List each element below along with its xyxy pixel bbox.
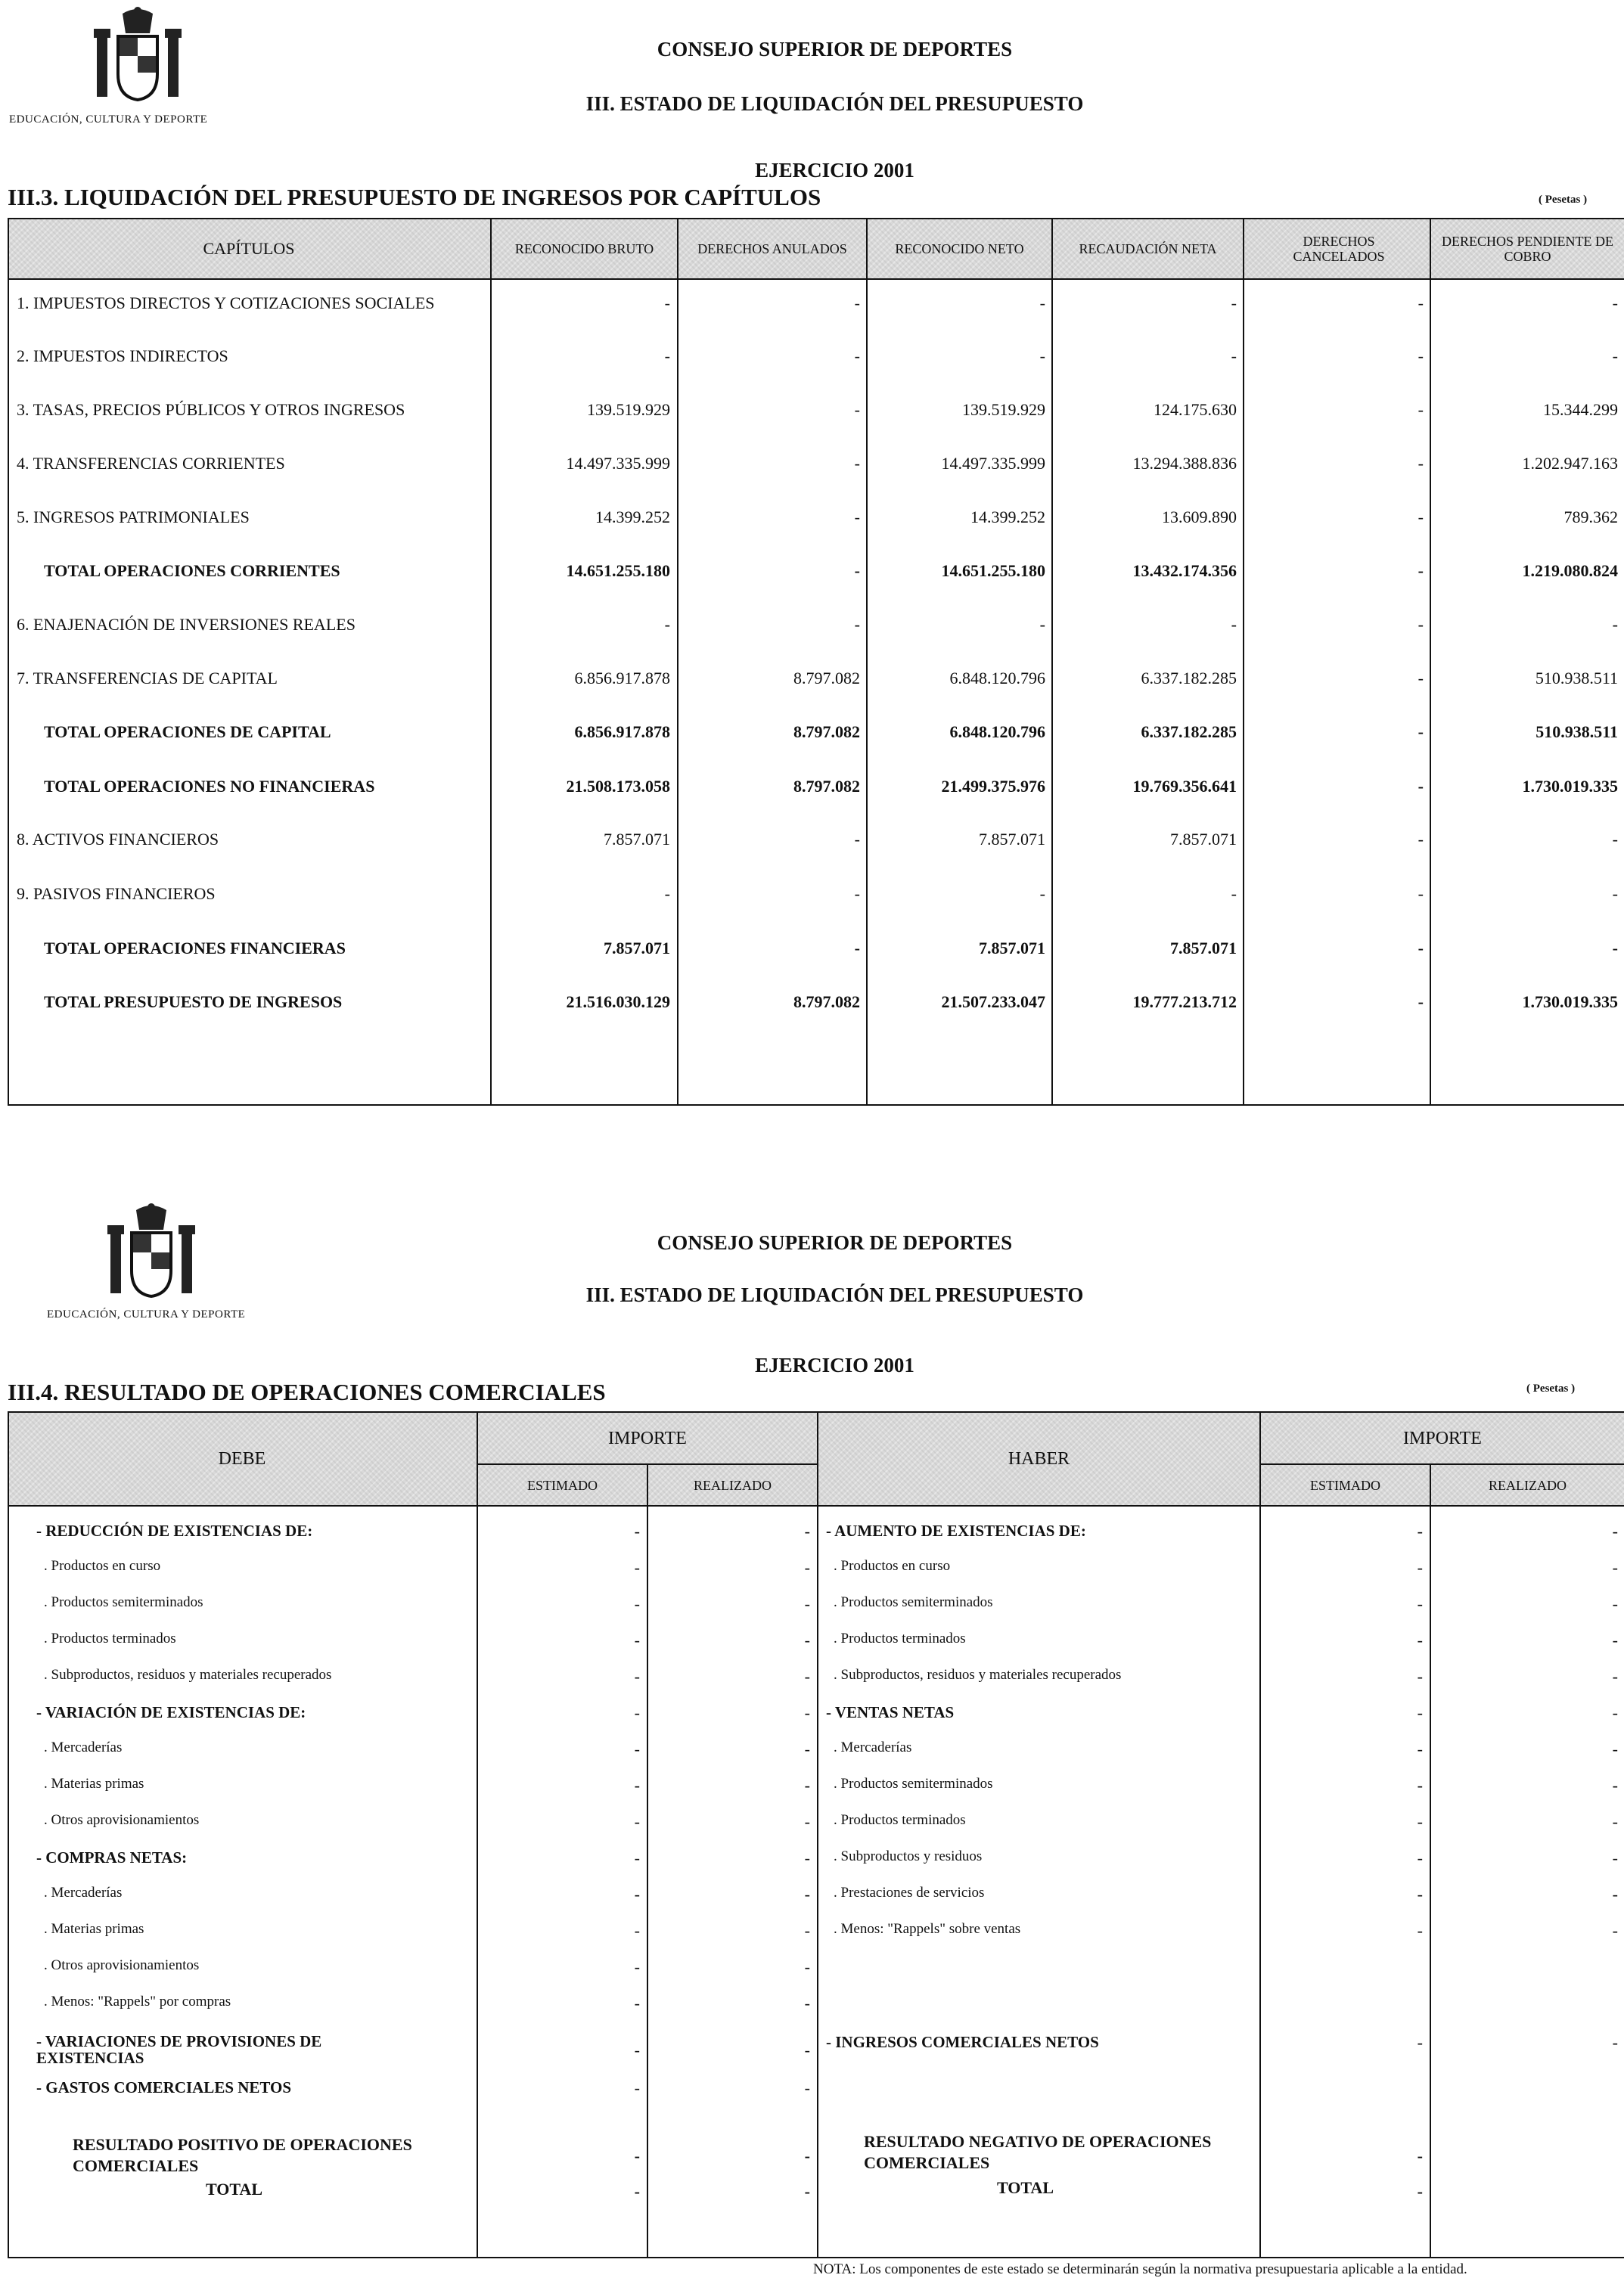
table-cell: 8.797.082 xyxy=(793,992,860,1011)
footnote: NOTA: Los componentes de este estado se determinarán según la normativa presupuestaria aplicable a la entidad. xyxy=(813,2261,1467,2277)
row-label: 9. PASIVOS FINANCIEROS xyxy=(17,884,216,903)
table-cell: - xyxy=(854,939,860,957)
statement-title-2: III. ESTADO DE LIQUIDACIÓN DEL PRESUPUESTO xyxy=(585,1283,1084,1306)
table-cell: 139.519.929 xyxy=(587,400,670,419)
haber-cell: - xyxy=(1612,1812,1618,1831)
debe-cell: - xyxy=(804,1848,810,1867)
row-label: 1. IMPUESTOS DIRECTOS Y COTIZACIONES SOCIALES xyxy=(17,293,435,312)
debe-cell: - xyxy=(634,1885,640,1904)
debe-cell: - xyxy=(634,1957,640,1976)
table-cell: 1.730.019.335 xyxy=(1522,992,1618,1011)
result-left-estimado: - xyxy=(634,2146,640,2165)
debe-cell: - xyxy=(634,1522,640,1541)
result-right-estimado: - xyxy=(1417,2146,1423,2165)
table-cell: 139.519.929 xyxy=(962,400,1045,419)
haber-row-label: . Productos semiterminados xyxy=(834,1776,993,1792)
haber-cell: - xyxy=(1417,1522,1423,1541)
haber-row-label: . Productos terminados xyxy=(834,1631,966,1646)
col-header-importe-right: IMPORTE xyxy=(1403,1428,1482,1448)
row-label: 7. TRANSFERENCIAS DE CAPITAL xyxy=(17,669,278,687)
debe-cell: - xyxy=(634,1776,640,1795)
debe-cell: - xyxy=(634,1740,640,1758)
col-header-reconocido-neto: RECONOCIDO NETO xyxy=(895,241,1024,256)
debe-row-label: . Materias primas xyxy=(44,1776,144,1792)
table-cell: - xyxy=(1231,615,1237,634)
col-header-capitulos: CAPÍTULOS xyxy=(203,239,295,258)
haber-cell: - xyxy=(1417,1703,1423,1722)
exercise-label: EJERCICIO 2001 xyxy=(755,159,914,182)
table-cell: 14.651.255.180 xyxy=(566,561,670,580)
haber-cell: - xyxy=(1417,1812,1423,1831)
table-cell: - xyxy=(1418,561,1424,580)
table-cell: - xyxy=(1418,669,1424,687)
col-header-estimado-right: ESTIMADO xyxy=(1310,1477,1380,1493)
col-header-derechos-anulados: DERECHOS ANULADOS xyxy=(697,241,847,256)
haber-cell: - xyxy=(1417,1594,1423,1613)
row-label: 3. TASAS, PRECIOS PÚBLICOS Y OTROS INGRESOS xyxy=(17,400,405,419)
debe-cell: - xyxy=(804,1921,810,1940)
debe-cell: - xyxy=(804,1522,810,1541)
debe-row-label: . Otros aprovisionamientos xyxy=(44,1957,200,1973)
debe-cell: - xyxy=(804,1594,810,1613)
table-cell: 19.769.356.641 xyxy=(1132,777,1237,796)
haber-cell: - xyxy=(1612,1558,1618,1577)
debe-row-label: . Mercaderías xyxy=(44,1885,123,1901)
table-cell: 7.857.071 xyxy=(604,830,670,849)
result-positive-label: RESULTADO POSITIVO DE OPERACIONES COMERCIALES xyxy=(73,2135,412,2175)
debe-row-label: . Materias primas xyxy=(44,1921,144,1937)
currency-label: ( Pesetas ) xyxy=(1539,194,1588,206)
debe-cell: - xyxy=(804,1667,810,1686)
table-cell: - xyxy=(1418,992,1424,1011)
haber-cell: - xyxy=(1417,1740,1423,1758)
table-cell: - xyxy=(1418,939,1424,957)
row-label: TOTAL OPERACIONES NO FINANCIERAS xyxy=(44,777,375,796)
haber-row-label: . Prestaciones de servicios xyxy=(834,1885,985,1901)
haber-cell: - xyxy=(1612,1703,1618,1722)
table-cell: 6.848.120.796 xyxy=(949,722,1045,741)
haber-cell: - xyxy=(1612,1740,1618,1758)
result-negative-label: RESULTADO NEGATIVO DE OPERACIONES COMERCIALES xyxy=(864,2132,1212,2172)
debe-cell: - xyxy=(804,2041,810,2059)
table-cell: - xyxy=(1418,884,1424,903)
table-cell: 7.857.071 xyxy=(604,939,670,957)
table-cell: - xyxy=(1612,293,1618,312)
debe-cell: - xyxy=(804,1740,810,1758)
haber-cell: - xyxy=(1612,1667,1618,1686)
debe-cell: - xyxy=(804,1631,810,1650)
haber-cell: - xyxy=(1612,2033,1618,2052)
total-left-estimado: - xyxy=(634,2182,640,2201)
table-cell: - xyxy=(854,454,860,473)
debe-row-label: . Productos terminados xyxy=(44,1631,176,1646)
haber-cell: - xyxy=(1612,1631,1618,1650)
table-cell: - xyxy=(1418,777,1424,796)
table-cell: - xyxy=(1418,400,1424,419)
row-label: 6. ENAJENACIÓN DE INVERSIONES REALES xyxy=(17,615,356,634)
debe-cell: - xyxy=(804,1885,810,1904)
statement-title: III. ESTADO DE LIQUIDACIÓN DEL PRESUPUESTO xyxy=(585,92,1084,115)
row-label: TOTAL OPERACIONES CORRIENTES xyxy=(44,561,340,580)
table-cell: 124.175.630 xyxy=(1154,400,1237,419)
section1-title: III.3. LIQUIDACIÓN DEL PRESUPUESTO DE INGRESOS POR CAPÍTULOS xyxy=(8,184,821,210)
ministry-label: EDUCACIÓN, CULTURA Y DEPORTE xyxy=(9,113,208,126)
table-cell: 7.857.071 xyxy=(1170,939,1237,957)
table-cell: 14.399.252 xyxy=(970,507,1045,526)
table-cell: 1.219.080.824 xyxy=(1522,561,1618,580)
table-cell: - xyxy=(854,615,860,634)
table-cell: 1.730.019.335 xyxy=(1522,777,1618,796)
haber-row-label: . Subproductos, residuos y materiales recuperados xyxy=(834,1667,1122,1683)
debe-cell: - xyxy=(634,2078,640,2097)
table-cell: - xyxy=(1418,346,1424,365)
table-cell: 8.797.082 xyxy=(793,777,860,796)
table-cell: 14.497.335.999 xyxy=(566,454,670,473)
col-header-reconocido-bruto: RECONOCIDO BRUTO xyxy=(514,241,654,256)
col-header-recaudacion-neta: RECAUDACIÓN NETA xyxy=(1079,241,1217,256)
table-cell: - xyxy=(854,561,860,580)
total-label-left: TOTAL xyxy=(206,2180,262,2199)
table-cell: 7.857.071 xyxy=(1170,830,1237,849)
debe-row-label: - REDUCCIÓN DE EXISTENCIAS DE: xyxy=(36,1522,313,1540)
table-cell: - xyxy=(1418,615,1424,634)
table-cell: - xyxy=(1418,722,1424,741)
haber-cell: - xyxy=(1417,1631,1423,1650)
haber-cell: - xyxy=(1417,2033,1423,2052)
org-title: CONSEJO SUPERIOR DE DEPORTES xyxy=(657,38,1013,61)
table-cell: 21.508.173.058 xyxy=(566,777,670,796)
debe-row-label: - COMPRAS NETAS: xyxy=(36,1848,188,1867)
table-cell: - xyxy=(664,615,670,634)
haber-cell: - xyxy=(1612,1522,1618,1541)
debe-cell: - xyxy=(804,1994,810,2013)
row-label: 8. ACTIVOS FINANCIEROS xyxy=(17,830,219,849)
table-cell: - xyxy=(1418,507,1424,526)
haber-cell: - xyxy=(1612,1885,1618,1904)
table-cell: - xyxy=(1039,884,1045,903)
table-cell: 7.857.071 xyxy=(979,830,1045,849)
table-cell: - xyxy=(854,884,860,903)
haber-row-label: . Mercaderías xyxy=(834,1740,912,1755)
haber-cell: - xyxy=(1612,1594,1618,1613)
table-cell: - xyxy=(854,293,860,312)
col-header-importe-left: IMPORTE xyxy=(608,1428,687,1448)
table-cell: 13.609.890 xyxy=(1162,507,1237,526)
table-cell: - xyxy=(1612,615,1618,634)
table-cell: 21.516.030.129 xyxy=(566,992,670,1011)
total-left-realizado: - xyxy=(804,2182,810,2201)
row-label: 4. TRANSFERENCIAS CORRIENTES xyxy=(17,454,285,473)
debe-cell: - xyxy=(634,1812,640,1831)
debe-row-label: - VARIACIONES DE PROVISIONES DE EXISTENCIAS xyxy=(36,2032,322,2067)
row-label: 2. IMPUESTOS INDIRECTOS xyxy=(17,346,228,365)
table-cell: - xyxy=(664,884,670,903)
org-title-2: CONSEJO SUPERIOR DE DEPORTES xyxy=(657,1231,1013,1254)
table-cell: - xyxy=(1418,293,1424,312)
table-cell: - xyxy=(1231,346,1237,365)
table-cell: 14.651.255.180 xyxy=(941,561,1045,580)
table-cell: - xyxy=(1039,293,1045,312)
debe-cell: - xyxy=(804,1558,810,1577)
table-cell: 13.294.388.836 xyxy=(1132,454,1237,473)
table-cell: - xyxy=(1612,830,1618,849)
table-cell: - xyxy=(854,346,860,365)
debe-cell: - xyxy=(634,1848,640,1867)
table-cell: 14.399.252 xyxy=(595,507,670,526)
col-header-debe: DEBE xyxy=(218,1449,266,1469)
col-header-derechos-cancelados: DERECHOS CANCELADOS xyxy=(1293,234,1385,264)
table-cell: 14.497.335.999 xyxy=(941,454,1045,473)
table-cell: - xyxy=(664,293,670,312)
debe-row-label: . Otros aprovisionamientos xyxy=(44,1812,200,1828)
debe-row-label: . Productos en curso xyxy=(44,1558,161,1574)
table-cell: - xyxy=(854,830,860,849)
debe-cell: - xyxy=(634,1594,640,1613)
table-cell: - xyxy=(1418,454,1424,473)
haber-row-label: - VENTAS NETAS xyxy=(826,1703,955,1721)
debe-row-label: - VARIACIÓN DE EXISTENCIAS DE: xyxy=(36,1703,306,1721)
table-cell: 7.857.071 xyxy=(979,939,1045,957)
total-right-estimado: - xyxy=(1417,2182,1423,2201)
table-cell: - xyxy=(1612,884,1618,903)
table-cell: 13.432.174.356 xyxy=(1132,561,1237,580)
debe-cell: - xyxy=(634,2041,640,2059)
debe-cell: - xyxy=(804,1812,810,1831)
haber-cell: - xyxy=(1417,1921,1423,1940)
haber-cell: - xyxy=(1612,1776,1618,1795)
table-cell: 6.337.182.285 xyxy=(1141,722,1237,741)
haber-cell: - xyxy=(1612,1921,1618,1940)
table-cell: - xyxy=(1231,293,1237,312)
debe-row-label: . Menos: "Rappels" por compras xyxy=(44,1994,231,2010)
exercise-label-2: EJERCICIO 2001 xyxy=(755,1354,914,1376)
table-cell: 510.938.511 xyxy=(1535,669,1618,687)
row-label: TOTAL OPERACIONES DE CAPITAL xyxy=(44,722,331,741)
table-cell: - xyxy=(1039,346,1045,365)
table-cell: 8.797.082 xyxy=(793,722,860,741)
haber-row-label: . Productos en curso xyxy=(834,1558,951,1574)
table-cell: 6.856.917.878 xyxy=(574,669,670,687)
debe-cell: - xyxy=(804,2078,810,2097)
col-header-derechos-pendiente: DERECHOS PENDIENTE DE COBRO xyxy=(1442,234,1613,264)
total-label-right: TOTAL xyxy=(997,2178,1054,2197)
haber-cell: - xyxy=(1417,1885,1423,1904)
debe-row-label: . Mercaderías xyxy=(44,1740,123,1755)
haber-cell: - xyxy=(1417,1776,1423,1795)
haber-row-label: . Menos: "Rappels" sobre ventas xyxy=(834,1921,1021,1937)
debe-cell: - xyxy=(634,1558,640,1577)
debe-cell: - xyxy=(634,1921,640,1940)
table-cell: 789.362 xyxy=(1563,507,1618,526)
debe-row-label: . Productos semiterminados xyxy=(44,1594,203,1610)
debe-cell: - xyxy=(634,1667,640,1686)
table-cell: 6.856.917.878 xyxy=(574,722,670,741)
haber-row-label: . Productos semiterminados xyxy=(834,1594,993,1610)
ministry-label-2: EDUCACIÓN, CULTURA Y DEPORTE xyxy=(47,1308,246,1321)
table-cell: - xyxy=(664,346,670,365)
result-left-realizado: - xyxy=(804,2146,810,2165)
debe-cell: - xyxy=(634,1994,640,2013)
table-cell: - xyxy=(1612,939,1618,957)
row-label: TOTAL OPERACIONES FINANCIERAS xyxy=(44,939,346,957)
table-cell: 15.344.299 xyxy=(1543,400,1618,419)
row-label: TOTAL PRESUPUESTO DE INGRESOS xyxy=(44,992,343,1011)
row-label: 5. INGRESOS PATRIMONIALES xyxy=(17,507,250,526)
haber-row-label: . Subproductos y residuos xyxy=(834,1848,983,1864)
haber-cell: - xyxy=(1417,1558,1423,1577)
col-header-realizado-left: REALIZADO xyxy=(694,1477,772,1493)
haber-cell: - xyxy=(1612,1848,1618,1867)
col-header-estimado-left: ESTIMADO xyxy=(527,1477,598,1493)
table-cell: - xyxy=(1231,884,1237,903)
table-cell: - xyxy=(1039,615,1045,634)
debe-row-label: - GASTOS COMERCIALES NETOS xyxy=(36,2078,292,2096)
currency-label-2: ( Pesetas ) xyxy=(1526,1383,1576,1395)
table-cell: 21.499.375.976 xyxy=(941,777,1045,796)
table-cell: 8.797.082 xyxy=(793,669,860,687)
debe-cell: - xyxy=(634,1631,640,1650)
table-cell: 510.938.511 xyxy=(1536,722,1618,741)
haber-cell: - xyxy=(1417,1667,1423,1686)
table-cell: - xyxy=(1612,346,1618,365)
table-cell: 1.202.947.163 xyxy=(1522,454,1618,473)
haber-cell: - xyxy=(1417,1848,1423,1867)
haber-row-label: . Productos terminados xyxy=(834,1812,966,1828)
debe-cell: - xyxy=(804,1703,810,1722)
debe-cell: - xyxy=(804,1776,810,1795)
table-cell: - xyxy=(854,400,860,419)
col-header-realizado-right: REALIZADO xyxy=(1489,1477,1567,1493)
debe-row-label: . Subproductos, residuos y materiales recuperados xyxy=(44,1667,332,1683)
debe-cell: - xyxy=(804,1957,810,1976)
table-cell: - xyxy=(854,507,860,526)
table-cell: 19.777.213.712 xyxy=(1132,992,1237,1011)
haber-row-label: - AUMENTO DE EXISTENCIAS DE: xyxy=(826,1522,1086,1540)
haber-row-label: - INGRESOS COMERCIALES NETOS xyxy=(826,2033,1099,2051)
debe-cell: - xyxy=(634,1703,640,1722)
section2-title: III.4. RESULTADO DE OPERACIONES COMERCIALES xyxy=(8,1379,606,1405)
table-cell: 21.507.233.047 xyxy=(941,992,1045,1011)
col-header-haber: HABER xyxy=(1008,1449,1070,1469)
table-cell: 6.337.182.285 xyxy=(1141,669,1237,687)
table-cell: - xyxy=(1418,830,1424,849)
table-cell: 6.848.120.796 xyxy=(949,669,1045,687)
